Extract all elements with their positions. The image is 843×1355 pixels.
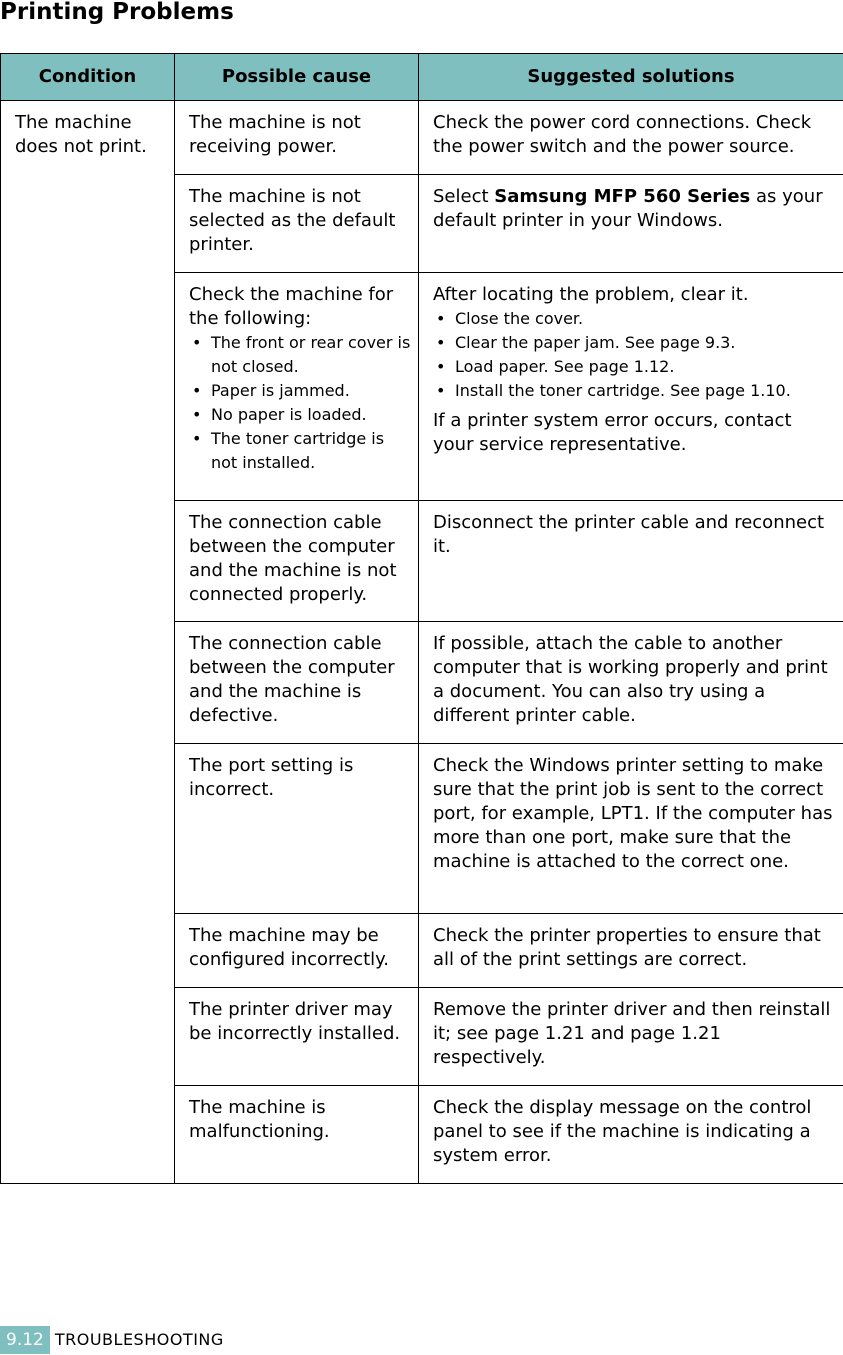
page-footer bbox=[0, 1326, 224, 1354]
cause-cell: The machine is malfunctioning. bbox=[175, 1086, 419, 1184]
cause-cell: The connection cable between the computer and the machine is not connected properly. bbox=[175, 501, 419, 622]
list-item: • Close the cover. bbox=[433, 307, 837, 331]
cause-cell: The machine is not receiving power. bbox=[175, 101, 419, 175]
header-suggested-solutions: Suggested solutions bbox=[419, 54, 843, 101]
cause-cell: The machine is not selected as the default printer. bbox=[175, 175, 419, 273]
solution-cell: Check the power cord connections. Check the power switch and the power source. bbox=[419, 101, 843, 175]
list-item: • The front or rear cover is not closed. bbox=[189, 331, 412, 379]
header-condition: Condition bbox=[1, 54, 175, 101]
list-item: • The toner cartridge is not installed. bbox=[189, 427, 412, 475]
solution-intro: After locating the problem, clear it. bbox=[433, 284, 749, 305]
solution-cell: Check the display message on the control panel to see if the machine is indicating a system error. bbox=[419, 1086, 843, 1184]
condition-cell: The machine does not print. bbox=[1, 101, 175, 1184]
solution-cell: Disconnect the printer cable and reconnect it. bbox=[419, 501, 843, 622]
solution-cell: Check the printer properties to ensure that all of the print settings are correct. bbox=[419, 914, 843, 988]
cause-cell: The machine may be configured incorrectly. bbox=[175, 914, 419, 988]
table-row bbox=[1, 101, 843, 175]
solution-text: Select bbox=[433, 186, 495, 207]
product-name: Samsung MFP 560 Series bbox=[494, 186, 751, 207]
solution-bullet-list bbox=[433, 307, 837, 403]
list-item: • Paper is jammed. bbox=[189, 379, 412, 403]
list-item: • Clear the paper jam. See page 9.3. bbox=[433, 331, 837, 355]
solution-outro: If a printer system error occurs, contact your service representative. bbox=[433, 410, 792, 455]
cause-cell bbox=[175, 273, 419, 501]
list-item: • Install the toner cartridge. See page 1.10. bbox=[433, 379, 837, 403]
cause-cell: The port setting is incorrect. bbox=[175, 744, 419, 914]
list-item: • No paper is loaded. bbox=[189, 403, 412, 427]
list-item: • Load paper. See page 1.12. bbox=[433, 355, 837, 379]
header-possible-cause: Possible cause bbox=[175, 54, 419, 101]
solution-cell bbox=[419, 273, 843, 501]
solution-cell bbox=[419, 175, 843, 273]
printing-problems-table bbox=[0, 53, 843, 1184]
cause-bullet-list bbox=[189, 331, 412, 475]
page-title: Printing Problems bbox=[0, 0, 234, 25]
table-header-row bbox=[1, 54, 843, 101]
cause-cell: The printer driver may be incorrectly installed. bbox=[175, 988, 419, 1086]
section-name: TROUBLESHOOTING bbox=[54, 1330, 224, 1349]
cause-cell: The connection cable between the computer and the machine is defective. bbox=[175, 622, 419, 744]
page-number-badge: 9.12 bbox=[0, 1326, 50, 1354]
cause-intro: Check the machine for the following: bbox=[189, 284, 394, 329]
solution-cell: If possible, attach the cable to another computer that is working properly and print a document. You can also try using a different printer cable. bbox=[419, 622, 843, 744]
solution-text: as your default printer in your Windows. bbox=[433, 186, 823, 231]
solution-cell: Remove the printer driver and then reinstall it; see page 1.21 and page 1.21 respectively. bbox=[419, 988, 843, 1086]
solution-cell: Check the Windows printer setting to make sure that the print job is sent to the correct port, for example, LPT1. If the computer has more than one port, make sure that the machine is attached to the correct one. bbox=[419, 744, 843, 914]
